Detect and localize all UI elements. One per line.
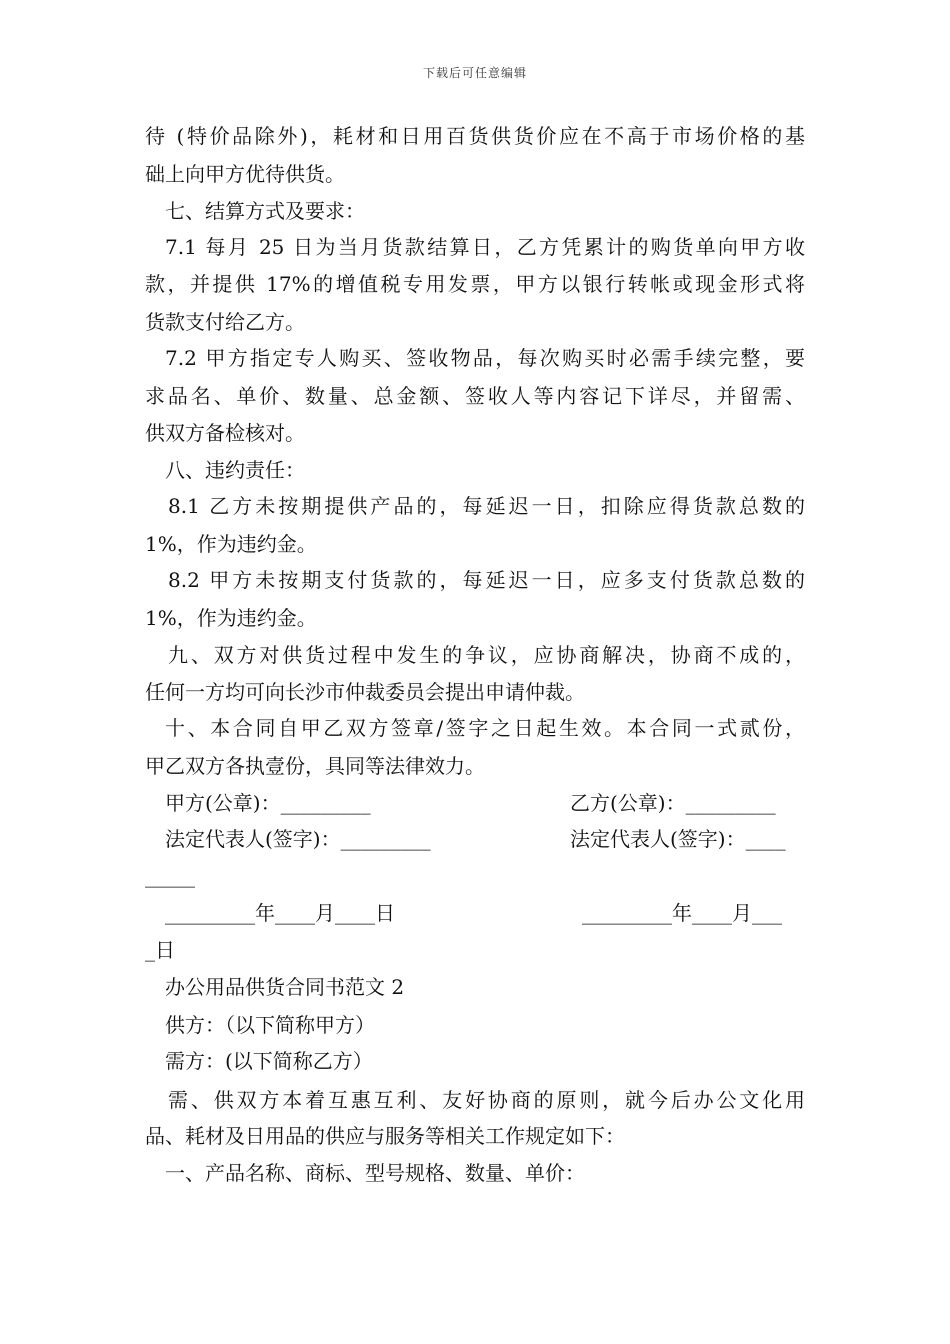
paragraph-line: 任何一方均可向长沙市仲裁委员会提出申请仲裁。 [145,680,585,704]
section-title: 办公用品供货合同书范文 2 [165,975,405,999]
paragraph-line: 础上向甲方优待供货。 [145,162,345,186]
paragraph-line: 需、供双方本着互惠互利、友好协商的原则，就今后办公文化用 [168,1088,805,1112]
demander-line: 需方：(以下简称乙方） [165,1049,373,1073]
paragraph-line: 8.1 乙方未按期提供产品的，每延迟一日，扣除应得货款总数的 [168,494,805,518]
page-header-note: 下载后可任意编辑 [422,66,527,80]
section-heading: 七、结算方式及要求： [165,199,365,223]
paragraph-line: 九、双方对供货过程中发生的争议，应协商解决，协商不成的， [168,643,805,667]
paragraph-line: 供双方备检核对。 [145,421,305,445]
party-b-date-continuation: _日 [145,938,175,962]
party-a-representative-field: 法定代表人(签字)：_________ [165,827,431,851]
paragraph-line: 款，并提供 17%的增值税专用发票，甲方以银行转帐或现金形式将 [145,272,805,296]
party-b-date-field: _________年____月___ [582,901,782,925]
paragraph-line: 7.2 甲方指定专人购买、签收物品，每次购买时必需手续完整，要 [165,346,805,370]
paragraph-line: 品、耗材及日用品的供应与服务等相关工作规定如下： [145,1124,625,1148]
party-b-seal-field: 乙方(公章)：_________ [570,791,776,815]
paragraph-line: 求品名、单价、数量、总金额、签收人等内容记下详尽，并留需、 [145,384,805,408]
paragraph-line: 1%，作为违约金。 [145,532,317,556]
paragraph-line: 十、本合同自甲乙双方签章/签字之日起生效。本合同一式贰份， [165,716,805,740]
paragraph-line: 1%，作为违约金。 [145,606,317,630]
party-b-representative-field: 法定代表人(签字)：____ [570,827,786,851]
paragraph-line: 待 (特价品除外)，耗材和日用百货供货价应在不高于市场价格的基 [145,124,805,148]
supplier-line: 供方：（以下简称甲方） [165,1013,375,1037]
paragraph-line: 甲乙双方各执壹份，具同等法律效力。 [145,754,485,778]
party-a-date-field: _________年____月____日 [165,901,395,925]
party-a-seal-field: 甲方(公章)：_________ [165,791,371,815]
paragraph-line: 货款支付给乙方。 [145,310,305,334]
section-heading: 一、产品名称、商标、型号规格、数量、单价： [165,1161,585,1185]
paragraph-line: 8.2 甲方未按期支付货款的，每延迟一日，应多支付货款总数的 [168,568,805,592]
paragraph-line: 7.1 每月 25 日为当月货款结算日，乙方凭累计的购货单向甲方收 [165,235,805,259]
party-b-representative-continuation: _____ [145,864,195,888]
section-heading: 八、违约责任： [165,458,305,482]
